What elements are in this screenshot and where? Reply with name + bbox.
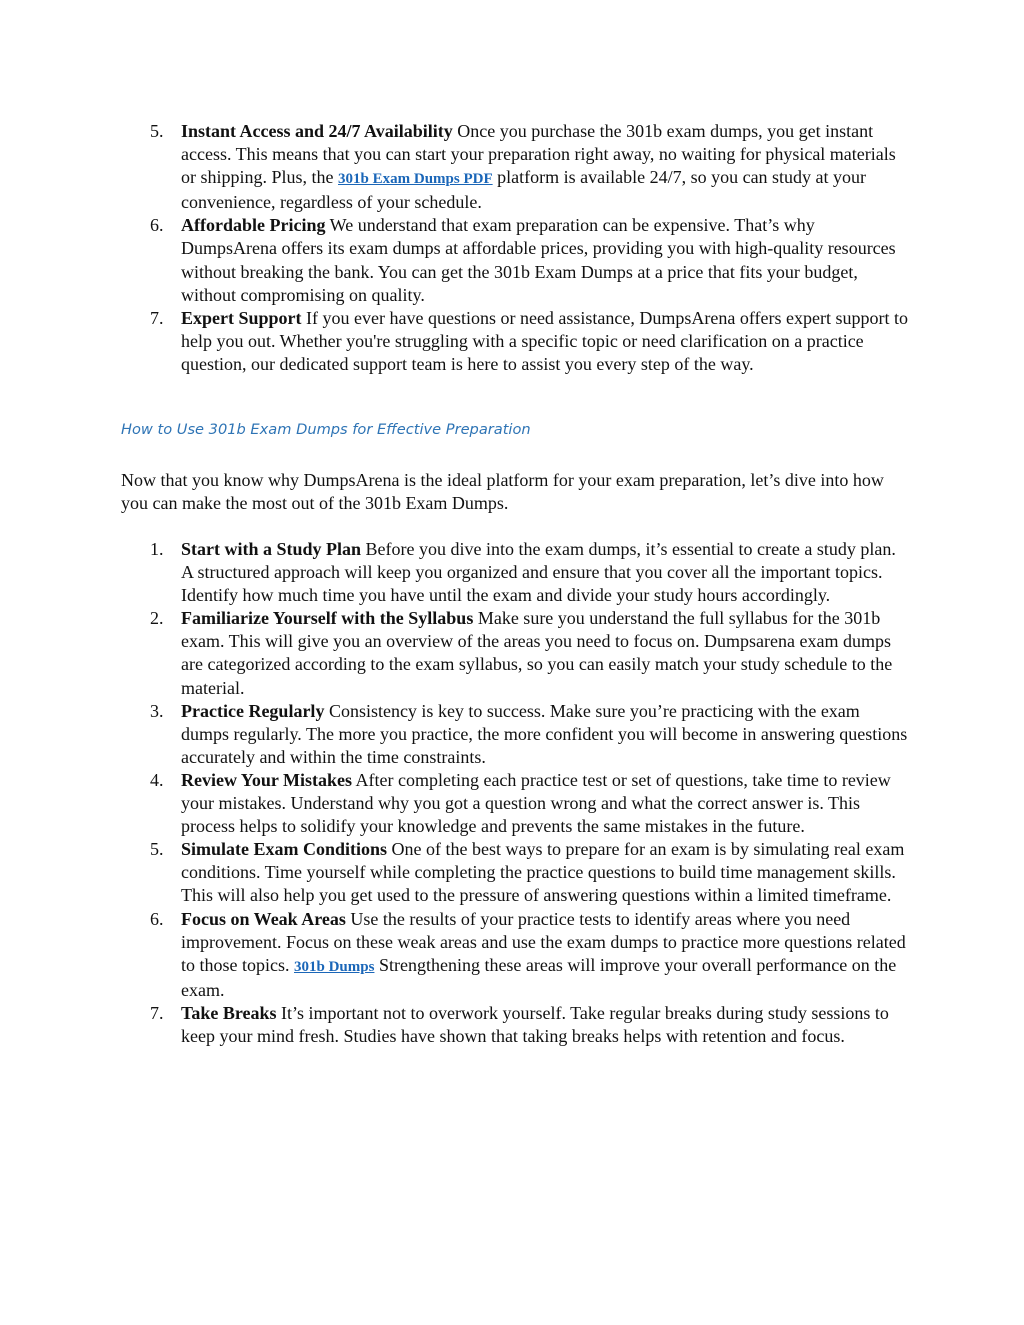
intro-paragraph: Now that you know why DumpsArena is the ideal platform for your exam preparation, let’s dive into how you can make the most out of the 301b Exam Dumps.: [121, 470, 884, 514]
item-text: After completing each practice test or set of questions, take time to review your mistakes. Understand why you got a question wrong and what the correct answer is. This process helps to solidify your knowledge and prevents the same mistakes in the future.: [181, 769, 891, 837]
list-item: [150, 120, 910, 214]
item-title: Affordable Pricing: [181, 215, 326, 236]
item-number: 6.: [150, 908, 164, 929]
item-title: Take Breaks: [181, 1002, 277, 1023]
section-heading: How to Use 301b Exam Dumps for Effective Preparation: [121, 421, 531, 438]
list-item: [150, 838, 910, 907]
item-text: Before you dive into the exam dumps, it’s essential to create a study plan. A structured approach will keep you organized and ensure that you cover all the important topics. Identify how much time you have until the exam and divide your study hours accordingly.: [181, 539, 896, 606]
item-title: Familiarize Yourself with the Syllabus: [181, 608, 474, 629]
item-text: Use the results of your practice tests to identify areas where you need improvement. Focus on these weak areas and use the exam dumps to practice more questions related to those topics.: [181, 908, 906, 975]
item-number: 4.: [150, 769, 164, 790]
list-item: [150, 607, 910, 699]
item-number: 2.: [150, 608, 164, 629]
exam-dumps-link[interactable]: 301b Dumps: [294, 958, 375, 975]
item-text: One of the best ways to prepare for an exam is by simulating real exam conditions. Time yourself while completing the practice questions to build time management skills. This will also help you get used to the pressure of answering questions within a limited timeframe.: [181, 839, 905, 906]
item-title: Focus on Weak Areas: [181, 908, 346, 929]
list-item: [150, 908, 910, 1002]
list-item: [150, 769, 910, 838]
item-title: Instant Access and 24/7 Availability: [181, 121, 453, 141]
item-number: 7.: [150, 307, 164, 328]
exam-dumps-pdf-link[interactable]: 301b Exam Dumps PDF: [338, 171, 493, 188]
item-number: 1.: [150, 539, 164, 559]
list-item: [150, 307, 910, 376]
steps-list: [150, 538, 910, 1048]
item-title: Practice Regularly: [181, 700, 325, 721]
item-text: If you ever have questions or need assistance, DumpsArena offers expert support to help you out. Whether you're struggling with a specific topic or need clarification on a practice question, our dedicated support team is here to assist you every step of the way.: [181, 307, 909, 374]
list-item: [150, 214, 910, 306]
item-number: 3.: [150, 700, 164, 721]
list-item: [150, 538, 910, 607]
item-title: Review Your Mistakes: [181, 769, 352, 790]
item-number: 5.: [150, 121, 164, 141]
list-item: [150, 1002, 910, 1048]
item-title: Simulate Exam Conditions: [181, 839, 388, 860]
item-number: 6.: [150, 215, 164, 236]
item-text: Make sure you understand the full syllabus for the 301b exam. This will give you an overview of the areas you need to focus on. Dumpsarena exam dumps are categorized according to the exam syllabus, so you can easily match your study schedule to the material.: [181, 608, 893, 698]
item-title: Start with a Study Plan: [181, 539, 362, 559]
item-text-after: Strengthening these areas will improve your overall performance on the exam.: [181, 954, 897, 1000]
item-text: Once you purchase the 301b exam dumps, you get instant access. This means that you can start your preparation right away, no waiting for physical materials or shipping. Plus, the: [181, 121, 896, 188]
item-text: Consistency is key to success. Make sure you’re practicing with the exam dumps regularly. The more you practice, the more confident you will become in answering questions accurately and within the time constraints.: [181, 700, 908, 767]
item-text-after: platform is available 24/7, so you can study at your convenience, regardless of your schedule.: [181, 167, 867, 213]
item-text: It’s important not to overwork yourself. Take regular breaks during study sessions to keep your mind fresh. Studies have shown that taking breaks helps with retention and focus.: [181, 1002, 889, 1046]
item-number: 7.: [150, 1002, 164, 1023]
item-text: We understand that exam preparation can be expensive. That’s why DumpsArena offers its exam dumps at affordable prices, providing you with high-quality resources without breaking the bank. You can get the 301b Exam Dumps at a price that fits your budget, without compromising on quality.: [181, 215, 896, 305]
item-number: 5.: [150, 839, 164, 860]
item-title: Expert Support: [181, 307, 302, 328]
benefits-list: [150, 120, 910, 376]
list-item: [150, 700, 910, 769]
